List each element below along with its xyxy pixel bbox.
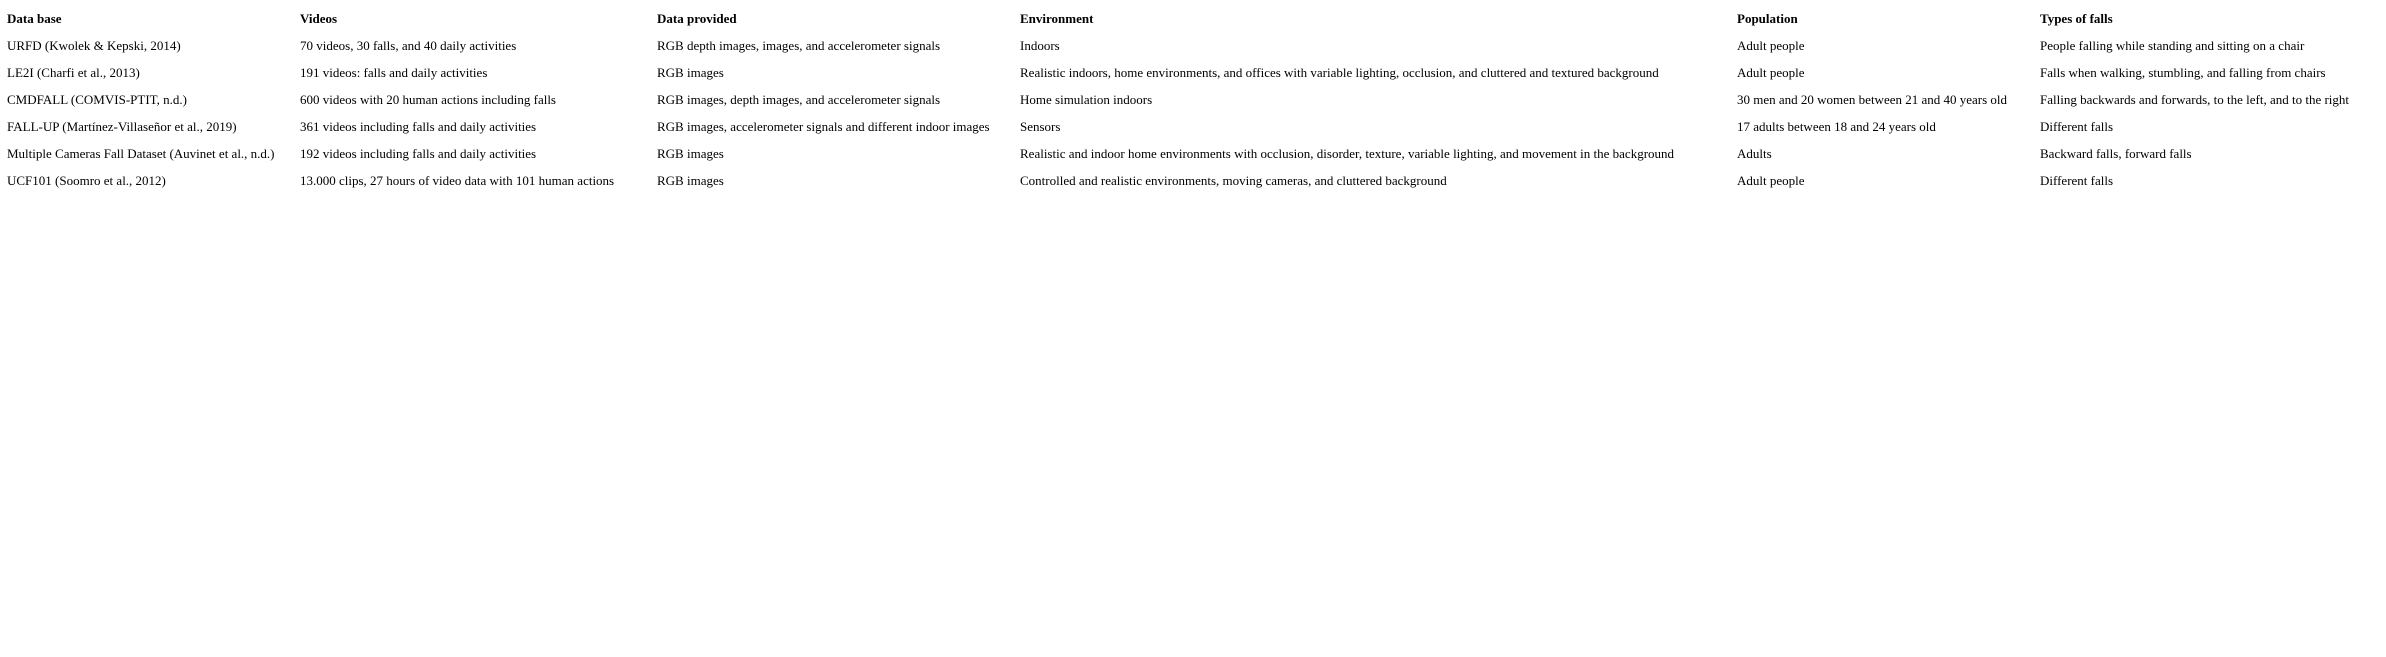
cell-data-provided: RGB images (657, 173, 724, 188)
column-header-environment: Environment (1020, 10, 1094, 26)
cell-data-provided: RGB depth images, images, and accelerometer signals (657, 38, 941, 53)
cell-environment: Home simulation indoors (1020, 92, 1153, 107)
cell-videos: 13.000 clips, 27 hours of video data with 101 human actions (300, 173, 615, 188)
table-row (7, 59, 2379, 86)
cell-population: Adults (1737, 146, 1772, 161)
cell-videos: 192 videos including falls and daily activities (300, 146, 537, 161)
cell-videos: 361 videos including falls and daily activities (300, 119, 537, 134)
column-header-videos: Videos (300, 10, 338, 26)
table-row (7, 140, 2379, 167)
cell-environment: Sensors (1020, 119, 1061, 134)
cell-data-base: CMDFALL (COMVIS-PTIT, n.d.) (7, 92, 187, 107)
cell-data-base: Multiple Cameras Fall Dataset (Auvinet et al., n.d.) (7, 146, 275, 161)
cell-data-provided: RGB images (657, 146, 724, 161)
table-row (7, 86, 2379, 113)
column-header-population: Population (1737, 10, 1798, 26)
cell-videos: 70 videos, 30 falls, and 40 daily activities (300, 38, 517, 53)
cell-population: Adult people (1737, 65, 1805, 80)
column-header-data-base: Data base (7, 10, 62, 26)
cell-population: Adult people (1737, 38, 1805, 53)
cell-population: 17 adults between 18 and 24 years old (1737, 119, 1936, 134)
cell-population: 30 men and 20 women between 21 and 40 years old (1737, 92, 2008, 107)
header-row (7, 4, 2379, 32)
table-row (7, 167, 2379, 194)
cell-data-provided: RGB images, depth images, and accelerometer signals (657, 92, 941, 107)
cell-data-base: FALL-UP (Martínez-Villaseñor et al., 2019) (7, 119, 237, 134)
table-header (7, 4, 2379, 32)
cell-environment: Realistic indoors, home environments, and offices with variable lighting, occlusion, and cluttered and textured background (1020, 65, 1659, 80)
fall-datasets-table (7, 4, 2379, 194)
table-row (7, 32, 2379, 59)
cell-data-provided: RGB images, accelerometer signals and different indoor images (657, 119, 990, 134)
cell-data-base: LE2I (Charfi et al., 2013) (7, 65, 140, 80)
cell-types-of-falls: Different falls (2040, 173, 2114, 188)
cell-environment: Realistic and indoor home environments with occlusion, disorder, texture, variable lighting, and movement in the background (1020, 146, 1675, 161)
cell-data-base: UCF101 (Soomro et al., 2012) (7, 173, 166, 188)
cell-data-provided: RGB images (657, 65, 724, 80)
cell-environment: Indoors (1020, 38, 1060, 53)
cell-videos: 191 videos: falls and daily activities (300, 65, 488, 80)
table-row (7, 113, 2379, 140)
cell-population: Adult people (1737, 173, 1805, 188)
cell-types-of-falls: Falls when walking, stumbling, and falling from chairs (2040, 65, 2326, 80)
table-body (7, 32, 2379, 194)
cell-types-of-falls: Different falls (2040, 119, 2114, 134)
cell-types-of-falls: People falling while standing and sitting on a chair (2040, 38, 2305, 53)
cell-types-of-falls: Falling backwards and forwards, to the left, and to the right (2040, 92, 2350, 107)
column-header-types-of-falls: Types of falls (2040, 10, 2113, 26)
cell-videos: 600 videos with 20 human actions including falls (300, 92, 556, 107)
cell-data-base: URFD (Kwolek & Kepski, 2014) (7, 38, 181, 53)
column-header-data-provided: Data provided (657, 10, 737, 26)
cell-environment: Controlled and realistic environments, moving cameras, and cluttered background (1020, 173, 1447, 188)
cell-types-of-falls: Backward falls, forward falls (2040, 146, 2192, 161)
